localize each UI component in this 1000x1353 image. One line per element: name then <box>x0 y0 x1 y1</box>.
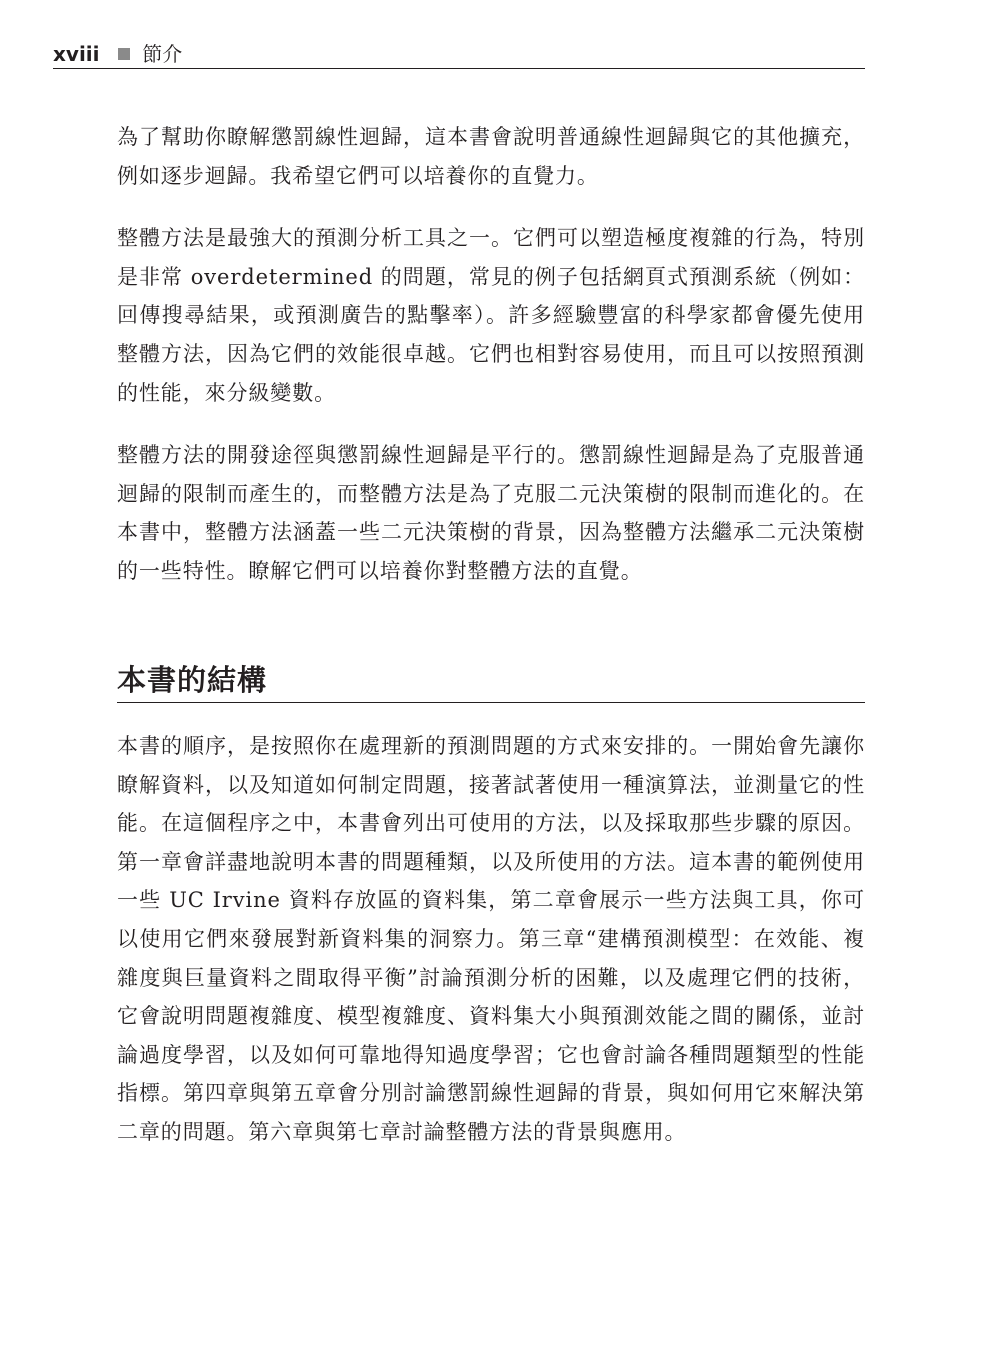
intro-text <box>117 118 865 591</box>
running-title: 節介 <box>142 42 183 66</box>
section-body <box>117 727 865 1152</box>
page-number: xviii <box>53 42 100 66</box>
square-bullet-icon <box>118 48 130 60</box>
intro-paragraph-2: 整體方法是最強大的預測分析工具之一。它們可以塑造極度複雜的行為，特別是非常 overdetermined 的問題，常見的例子包括網頁式預測系統（例如：回傳搜尋結果，或預測廣告的點擊率）。許多經驗豐富的科學家都會優先使用整體方法，因為它們的效能很卓越。它們也相對容易使用，而且可以按照預測的性能，來分級變數。 <box>117 226 865 405</box>
section-heading: 本書的結構 <box>117 658 865 703</box>
intro-paragraph-1: 為了幫助你瞭解懲罰線性迴歸，這本書會說明普通線性迴歸與它的其他擴充，例如逐步迴歸。我希望它們可以培養你的直覺力。 <box>117 125 865 188</box>
section-paragraph: 本書的順序，是按照你在處理新的預測問題的方式來安排的。一開始會先讓你瞭解資料，以及知道如何制定問題，接著試著使用一種演算法，並測量它的性能。在這個程序之中，本書會列出可使用的方法，以及採取那些步驟的原因。第一章會詳盡地說明本書的問題種類，以及所使用的方法。這本書的範例使用一些 UC Irvine 資料存放區的資料集，第二章會展示一些方法與工具，你可以使用它們來發展對新資料集的洞察力。第三章“建構預測模型：在效能、複雜度與巨量資料之間取得平衡”討論預測分析的困難，以及處理它們的技術，它會說明問題複雜度、模型複雜度、資料集大小與預測效能之間的關係，並討論過度學習，以及如何可靠地得知過度學習；它也會討論各種問題類型的性能指標。第四章與第五章會分別討論懲罰線性迴歸的背景，與如何用它來解決第二章的問題。第六章與第七章討論整體方法的背景與應用。 <box>117 734 865 1144</box>
running-head <box>53 40 865 69</box>
intro-paragraph-3: 整體方法的開發途徑與懲罰線性迴歸是平行的。懲罰線性迴歸是為了克服普通迴歸的限制而產生的，而整體方法是為了克服二元決策樹的限制而進化的。在本書中，整體方法涵蓋一些二元決策樹的背景，因為整體方法繼承二元決策樹的一些特性。瞭解它們可以培養你對整體方法的直覺。 <box>117 443 865 583</box>
